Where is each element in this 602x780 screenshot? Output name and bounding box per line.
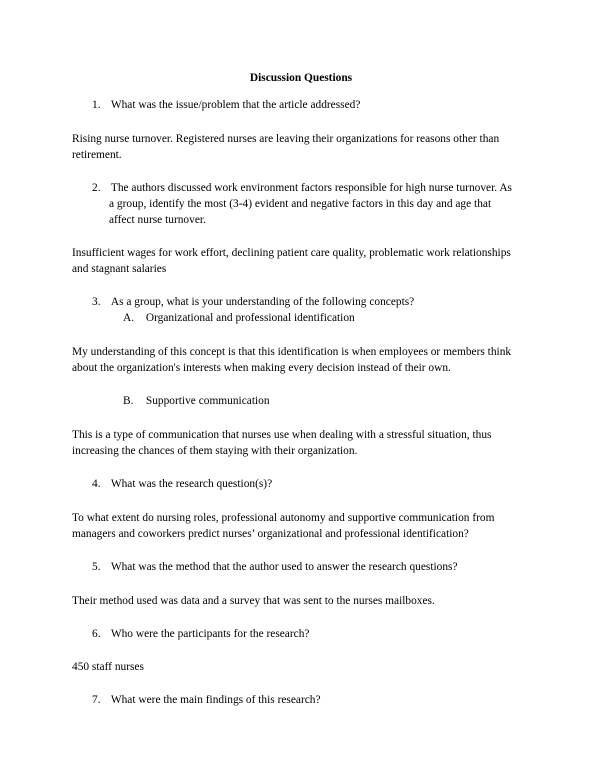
answer-2-line-2: and stagnant salaries [72, 263, 167, 275]
question-text: The authors discussed work environment factors responsible for high nurse turnover. As [110, 182, 512, 194]
answer-3b-line-1: This is a type of communication that nurses use when dealing with a stressful situation, thus [72, 429, 492, 441]
answer-6-line-1: 450 staff nurses [72, 661, 144, 673]
question-number: 3. [92, 296, 101, 308]
question-text: What were the main findings of this research? [110, 694, 321, 706]
question-3 [92, 294, 414, 310]
sub-question-a [123, 310, 355, 326]
question-5 [92, 559, 458, 575]
answer-5-line-1: Their method used was data and a survey that was sent to the nurses mailboxes. [72, 595, 435, 607]
question-text: What was the method that the author used to answer the research questions? [110, 561, 458, 573]
answer-4-line-2: managers and coworkers predict nurses’ organizational and professional identification? [72, 528, 469, 540]
sub-question-b [123, 393, 270, 409]
question-number: 1. [92, 99, 101, 111]
question-text: What was the issue/problem that the article addressed? [110, 99, 361, 111]
sub-question-letter: B. [123, 395, 134, 407]
answer-1-line-2: retirement. [72, 149, 122, 161]
answer-1-line-1: Rising nurse turnover. Registered nurses are leaving their organizations for reasons other than [72, 133, 500, 145]
answer-3b-line-2: increasing the chances of them staying with their organization. [72, 445, 358, 457]
sub-question-text: Organizational and professional identification [145, 312, 355, 324]
question-7 [92, 692, 321, 708]
question-number: 7. [92, 694, 101, 706]
question-1 [92, 97, 360, 113]
question-2-line-3: affect nurse turnover. [109, 214, 206, 226]
question-number: 2. [92, 182, 101, 194]
question-2-line-2: a group, identify the most (3-4) evident and negative factors in this day and age that [109, 198, 492, 210]
question-text: What was the research question(s)? [110, 478, 273, 490]
sub-question-text: Supportive communication [145, 395, 270, 407]
question-number: 5. [92, 561, 101, 573]
page-title: Discussion Questions [249, 72, 353, 84]
answer-4-line-1: To what extent do nursing roles, professional autonomy and supportive communication from [72, 512, 495, 524]
question-2 [92, 180, 512, 196]
answer-3a-line-2: about the organization's interests when making every decision instead of their own. [72, 362, 451, 374]
question-text: As a group, what is your understanding of the following concepts? [110, 296, 415, 308]
sub-question-letter: A. [123, 312, 135, 324]
question-4 [92, 476, 272, 492]
question-6 [92, 626, 309, 642]
answer-3a-line-1: My understanding of this concept is that this identification is when employees or members think [72, 346, 512, 358]
question-number: 4. [92, 478, 101, 490]
question-text: Who were the participants for the research? [110, 628, 310, 640]
question-number: 6. [92, 628, 101, 640]
answer-2-line-1: Insufficient wages for work effort, declining patient care quality, problematic work relationships [72, 247, 511, 259]
